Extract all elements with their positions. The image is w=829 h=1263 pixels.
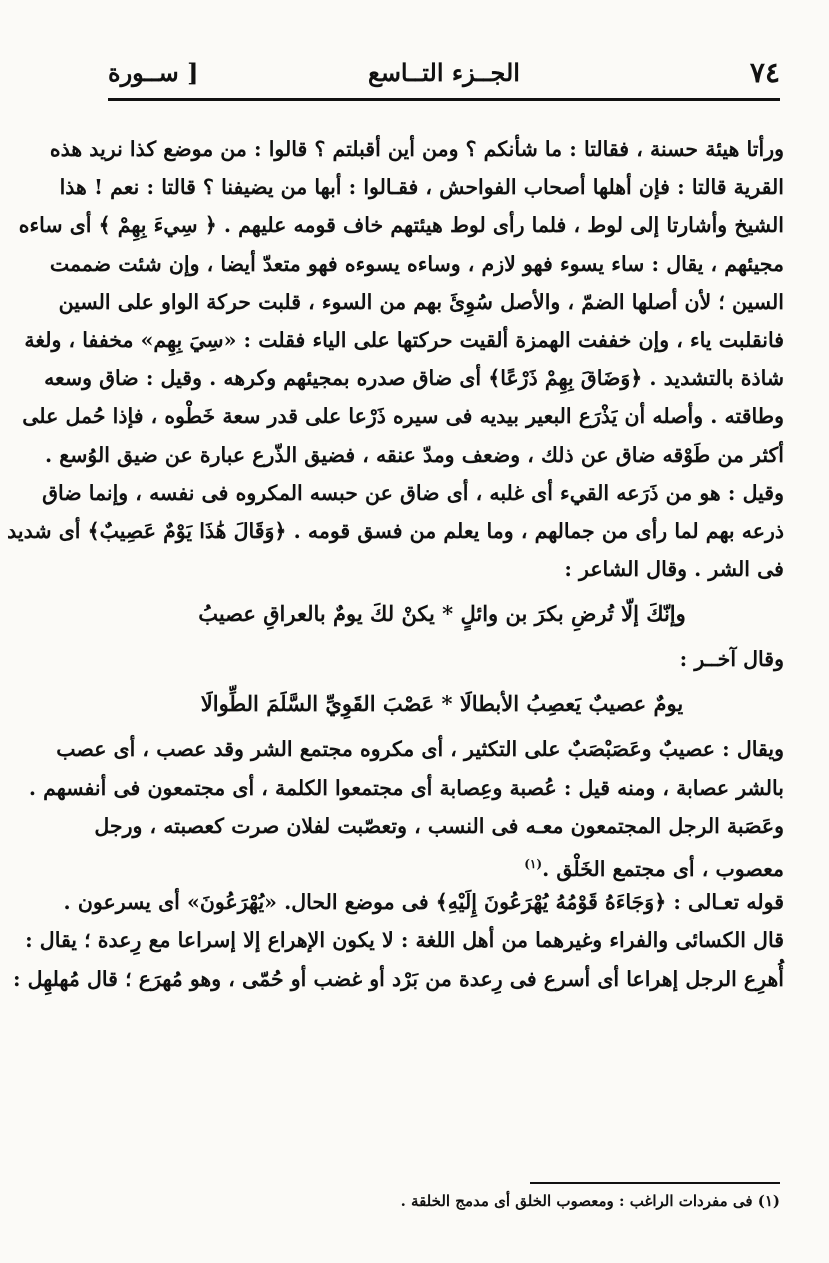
text-line: وطاقته . وأصله أن يَذْرَع البعير بيديه فى سيره ذَرْعا على قدر سعة خَطْوه ، فإذا حُمل على bbox=[22, 404, 784, 429]
text-line: ذرعه بهم لما رأى من جمالهم ، وما يعلم من فسق قومه . ﴿وَقَالَ هَٰذَا يَوْمٌ عَصِيبٌ﴾ أى شديد bbox=[7, 518, 784, 543]
text-line: أكثر من طَوْقه ضاق عن ذلك ، وضعف ومدّ عنقه ، فضيق الذّرع عبارة عن ضيق الوُسع . bbox=[45, 442, 784, 467]
text-line: مجيئهم ، يقال : ساء يسوء فهو لازم ، وساءه يسوءه فهو متعدّ أيضا ، وإن شئت ضممت bbox=[49, 251, 784, 276]
text-line: وقال آخــر : bbox=[679, 647, 784, 672]
text-line: فانقلبت ياء ، وإن خففت الهمزة ألقيت حركتها على الياء فقلت : «سِيَ بِهِم» مخففا ، ولغة bbox=[24, 327, 784, 352]
text-line: شاذة بالتشديد . ﴿وَضَاقَ بِهِمْ ذَرْعًا﴾ أى ضاق صدره بمجيئهم وكرهه . وقيل : ضاق وسعه bbox=[44, 366, 784, 391]
text-line: بالشر عصابة ، ومنه قيل : عُصبة وعِصابة أى مجتمعوا الكلمة ، أى مجتمعون فى أنفسهم . bbox=[28, 775, 784, 800]
surah-label: [ ســورة bbox=[108, 58, 199, 87]
page-header bbox=[108, 52, 780, 98]
text-line: السين ؛ لأن أصلها الضمّ ، والأصل سُوِئَ بهم من السوء ، قلبت حركة الواو على السين bbox=[58, 289, 784, 314]
main-text bbox=[7, 130, 784, 998]
poetry-verse: يومٌ عصيبٌ يَعصِبُ الأبطالَا * عَصْبَ القَوِيِّ السَّلَمَ الطِّوالَا bbox=[200, 691, 684, 717]
footnote-rule bbox=[530, 1182, 780, 1184]
text-line: وعَصَبة الرجل المجتمعون معـه فى النسب ، وتعصّبت لفلان صرت كعصبته ، ورجل bbox=[94, 813, 784, 838]
footnote: (١) فى مفردات الراغب : ومعصوب الخلق أى مدمج الخلقة . bbox=[400, 1192, 780, 1210]
page-number: ٧٤ bbox=[749, 56, 780, 89]
text-line: أُهرِع الرجل إهراعا أى أسرع فى رِعدة من بَرْد أو غضب أو حُمّى ، وهو مُهرَع ؛ قال مُهلهِل : bbox=[12, 966, 784, 991]
text-line: الشيخ وأشارتا إلى لوط ، فلما رأى لوط هيئتهم خاف قومه عليهم . ﴿ سِيءَ بِهِمْ ﴾ أى ساءه bbox=[18, 213, 784, 238]
footnote-marker: (١) bbox=[524, 857, 543, 871]
text-line: القرية قالتا : فإن أهلها أصحاب الفواحش ، فقـالوا : أبها من يضيفنا ؟ قالتا : نعم ! هذا bbox=[59, 175, 784, 200]
text-line: وقيل : هو من ذَرَعه القيء أى غلبه ، أى ضاق عن حبسه المكروه فى نفسه ، وإنما ضاق bbox=[42, 480, 784, 505]
text-line: فى الشر . وقال الشاعر : bbox=[564, 557, 784, 582]
text-line bbox=[100, 845, 784, 883]
text-line: ورأتا هيئة حسنة ، فقالتا : ما شأنكم ؟ ومن أين أقبلتم ؟ قالوا : من موضع كذا نريد هذه bbox=[49, 137, 784, 161]
header-rule bbox=[108, 98, 780, 101]
text-line: ويقال : عصيبٌ وعَصَبْصَبٌ على التكثير ، أى مكروه مجتمع الشر وقد عصب ، أى عصب bbox=[56, 737, 784, 762]
poetry-verse: وإنّكَ إلّا تُرضِ بكرَ بن وائلٍ * يكنْ لكَ يومٌ بالعراقِ عصيبُ bbox=[198, 601, 686, 627]
text-span: معصوب ، أى مجتمع الخَلْق . bbox=[542, 856, 784, 881]
text-line: قوله تعـالى : ﴿وَجَاءَهُ قَوْمُهُ يُهْرَعُونَ إِلَيْهِ﴾ فى موضع الحال. «يُهْرَعُونَ» أى يسرعون . bbox=[63, 890, 784, 915]
text-line: قال الكسائى والفراء وغيرهما من أهل اللغة : لا يكون الإهراع إلا إسراعا مع رِعدة ؛ يقال : bbox=[25, 928, 784, 953]
running-title: الجــزء التــاسع bbox=[368, 58, 520, 87]
